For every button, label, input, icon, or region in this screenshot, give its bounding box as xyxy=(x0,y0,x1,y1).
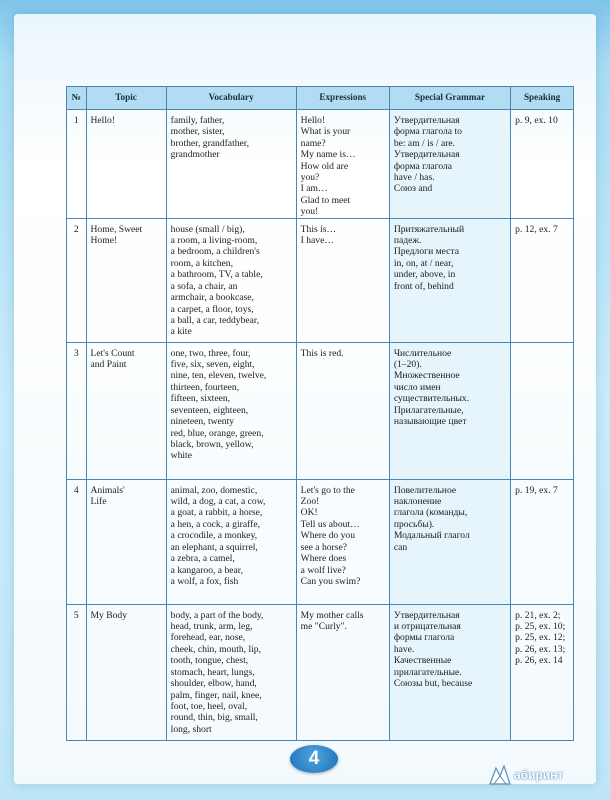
cell-vocabulary-line: grandmother xyxy=(170,149,220,161)
cell-vocabulary-line: a wolf, a fox, fish xyxy=(170,575,239,587)
cell-vocabulary-line: animal, zoo, domestic, xyxy=(170,484,258,496)
cell-vocabulary-line: mother, sister, xyxy=(170,126,225,138)
cell-vocabulary xyxy=(166,479,296,604)
cell-vocabulary-line: body, a part of the body, xyxy=(170,609,264,621)
cell-vocabulary-line: wild, a dog, a cat, a cow, xyxy=(170,496,266,508)
cell-special-grammar-line: in, on, at / near, xyxy=(393,257,454,269)
cell-special-grammar-line: формы глагола xyxy=(393,632,455,644)
cell-special-grammar-line: просьбы). xyxy=(393,518,435,530)
cell-special-grammar-line: Притяжательный xyxy=(393,223,465,235)
cell-expressions-line: My name is… xyxy=(300,149,356,161)
cell-special-grammar-line: форма глагола to xyxy=(393,126,462,138)
cell-special-grammar-line: Союз and xyxy=(393,183,433,195)
cell-expressions-line: I have… xyxy=(300,235,334,247)
cell-topic: Animals' Life xyxy=(86,479,166,604)
cell-special-grammar-line: называющие цвет xyxy=(393,416,467,428)
cell-vocabulary-line: one, two, three, four, xyxy=(170,347,251,359)
cell-vocabulary-line: family, father, xyxy=(170,115,225,126)
cell-special-grammar-line: Утвердительная xyxy=(393,609,460,621)
cell-speaking xyxy=(511,342,574,479)
cell-speaking-line: p. 19, ex. 7 xyxy=(515,484,558,496)
header-vocabulary: Vocabulary xyxy=(166,87,296,110)
cell-speaking-line: p. 26, ex. 14 xyxy=(515,655,563,667)
cell-expressions-line: name? xyxy=(300,137,326,149)
cell-vocabulary-line: a goat, a rabbit, a horse, xyxy=(170,507,263,519)
cell-expressions xyxy=(296,604,389,740)
cell-vocabulary-line: house (small / big), xyxy=(170,223,245,235)
cell-expressions-line: Let's go to the xyxy=(300,484,355,496)
cell-topic: Let's Count and Paint xyxy=(86,342,166,479)
cell-special-grammar-line: under, above, in xyxy=(393,269,456,281)
cell-special-grammar-line: Множественное xyxy=(393,370,460,382)
header-number: № xyxy=(67,87,87,110)
cell-vocabulary-line: head, trunk, arm, leg, xyxy=(170,621,253,633)
cell-special-grammar-line: be: am / is / are. xyxy=(393,137,456,149)
cell-vocabulary-line: a sofa, a chair, an xyxy=(170,280,238,292)
cell-expressions-line: a wolf live? xyxy=(300,564,346,576)
cell-speaking-line: p. 25, ex. 12; xyxy=(515,632,566,644)
cell-vocabulary-line: foot, toe, heel, oval, xyxy=(170,700,248,712)
cell-special-grammar-line: front of, behind xyxy=(393,280,454,292)
cell-special-grammar-line: число имен xyxy=(393,381,441,393)
cell-special-grammar-line: падеж. xyxy=(393,235,422,247)
cell-vocabulary-line: a bedroom, a children's xyxy=(170,246,260,258)
cell-vocabulary-line: a crocodile, a monkey, xyxy=(170,530,258,542)
cell-vocabulary-line: seventeen, eighteen, xyxy=(170,404,249,416)
cell-special-grammar xyxy=(389,218,510,342)
cell-topic: Hello! xyxy=(86,110,166,219)
cell-vocabulary-line: five, six, seven, eight, xyxy=(170,359,255,371)
cell-vocabulary-line: round, thin, big, small, xyxy=(170,712,258,724)
table-header-row xyxy=(67,87,574,110)
cell-expressions-line: How old are xyxy=(300,160,349,172)
cell-vocabulary-line: black, brown, yellow, xyxy=(170,438,254,450)
cell-vocabulary-line: red, blue, orange, green, xyxy=(170,427,264,439)
cell-number: 2 xyxy=(67,218,87,342)
cell-vocabulary-line: an elephant, a squirrel, xyxy=(170,541,258,553)
cell-vocabulary xyxy=(166,342,296,479)
cell-vocabulary-line: room, a kitchen, xyxy=(170,257,233,269)
cell-special-grammar xyxy=(389,110,510,219)
cell-vocabulary-line: tooth, tongue, chest, xyxy=(170,655,249,667)
cell-vocabulary-line: a bathroom, TV, a table, xyxy=(170,269,263,281)
cell-vocabulary-line: nineteen, twenty xyxy=(170,416,235,428)
header-speaking: Speaking xyxy=(511,87,574,110)
cell-number: 3 xyxy=(67,342,87,479)
cell-expressions xyxy=(296,342,389,479)
cell-topic: My Body xyxy=(86,604,166,740)
cell-speaking-line: p. 21, ex. 2; xyxy=(515,609,561,621)
cell-special-grammar-line: (1–20). xyxy=(393,359,422,371)
cell-vocabulary-line: nine, ten, eleven, twelve, xyxy=(170,370,267,382)
cell-vocabulary-line: a kangaroo, a bear, xyxy=(170,564,243,576)
cell-expressions-line: Tell us about… xyxy=(300,518,360,530)
table-row xyxy=(67,479,574,604)
cell-vocabulary-line: palm, finger, nail, knee, xyxy=(170,689,262,701)
cell-expressions xyxy=(296,110,389,219)
cell-vocabulary-line: a kite xyxy=(170,326,192,338)
cell-special-grammar-line: Союзы but, because xyxy=(393,678,473,690)
header-expressions: Expressions xyxy=(296,87,389,110)
labirint-watermark xyxy=(488,764,563,786)
page-number-badge xyxy=(290,745,338,773)
page-number: 4 xyxy=(308,748,320,769)
cell-speaking-line: p. 9, ex. 10 xyxy=(515,115,558,126)
cell-expressions xyxy=(296,218,389,342)
cell-expressions xyxy=(296,479,389,604)
cell-special-grammar-line: прилагательные. xyxy=(393,666,462,678)
cell-special-grammar-line: Утвердительная xyxy=(393,149,460,161)
cell-speaking-line: p. 26, ex. 13; xyxy=(515,643,566,655)
table-body xyxy=(67,110,574,741)
cell-special-grammar-line: форма глагола xyxy=(393,160,453,172)
cell-vocabulary-line: a hen, a cock, a giraffe, xyxy=(170,518,260,530)
cell-expressions-line: Where does xyxy=(300,553,347,565)
cell-speaking xyxy=(511,604,574,740)
table-row xyxy=(67,218,574,342)
cell-vocabulary-line: a carpet, a floor, toys, xyxy=(170,303,254,315)
cell-special-grammar-line: have. xyxy=(393,643,415,655)
cell-vocabulary xyxy=(166,110,296,219)
cell-special-grammar xyxy=(389,604,510,740)
cell-special-grammar-line: Повелительное xyxy=(393,484,457,496)
cell-expressions-line: OK! xyxy=(300,507,318,519)
cell-special-grammar-line: have / has. xyxy=(393,172,435,184)
cell-vocabulary-line: white xyxy=(170,450,192,462)
cell-vocabulary-line: brother, grandfather, xyxy=(170,137,249,149)
cell-special-grammar-line: глагола (команды, xyxy=(393,507,468,519)
cell-vocabulary-line: stomach, heart, lungs, xyxy=(170,666,255,678)
cell-expressions-line: see a horse? xyxy=(300,541,347,553)
cell-vocabulary-line: thirteen, fourteen, xyxy=(170,381,240,393)
cell-expressions-line: Glad to meet xyxy=(300,194,351,206)
cell-speaking-line: p. 25, ex. 10; xyxy=(515,621,566,633)
cell-vocabulary-line: armchair, a bookcase, xyxy=(170,292,254,304)
cell-vocabulary-line: long, short xyxy=(170,723,212,735)
cell-number: 4 xyxy=(67,479,87,604)
cell-special-grammar-line: Числительное xyxy=(393,347,452,359)
cell-speaking xyxy=(511,218,574,342)
cell-vocabulary xyxy=(166,218,296,342)
cell-special-grammar-line: существительных. xyxy=(393,393,470,405)
cell-vocabulary xyxy=(166,604,296,740)
cell-expressions-line: This is red. xyxy=(300,347,344,359)
header-topic: Topic xyxy=(86,87,166,110)
table-row xyxy=(67,342,574,479)
cell-vocabulary-line: fifteen, sixteen, xyxy=(170,393,231,405)
table-row xyxy=(67,110,574,219)
cell-special-grammar-line: can xyxy=(393,541,408,553)
cell-expressions-line: What is your xyxy=(300,126,351,138)
cell-special-grammar xyxy=(389,479,510,604)
labirint-logo-icon xyxy=(488,764,512,786)
cell-expressions-line: I am… xyxy=(300,183,328,195)
cell-special-grammar-line: наклонение xyxy=(393,496,442,508)
cell-expressions-line: you! xyxy=(300,206,319,218)
table-row xyxy=(67,604,574,740)
cell-expressions-line: Where do you xyxy=(300,530,356,542)
cell-expressions-line: me "Curly". xyxy=(300,621,347,633)
cell-special-grammar-line: Предлоги места xyxy=(393,246,459,258)
cell-expressions-line: you? xyxy=(300,172,320,184)
watermark-text: абиринт xyxy=(514,768,564,782)
cell-special-grammar xyxy=(389,342,510,479)
cell-expressions-line: Zoo! xyxy=(300,496,320,508)
header-special-grammar: Special Grammar xyxy=(389,87,510,110)
cell-topic: Home, Sweet Home! xyxy=(86,218,166,342)
cell-special-grammar-line: и отрицательная xyxy=(393,621,461,633)
cell-expressions-line: This is… xyxy=(300,223,337,235)
cell-expressions-line: Hello! xyxy=(300,115,326,126)
cell-number: 1 xyxy=(67,110,87,219)
cell-vocabulary-line: shoulder, elbow, hand, xyxy=(170,678,257,690)
cell-vocabulary-line: a ball, a car, teddybear, xyxy=(170,314,260,326)
cell-vocabulary-line: a room, a living-room, xyxy=(170,235,258,247)
cell-number: 5 xyxy=(67,604,87,740)
cell-expressions-line: Can you swim? xyxy=(300,575,361,587)
cell-special-grammar-line: Прилагательные, xyxy=(393,404,464,416)
cell-special-grammar-line: Модальный глагол xyxy=(393,530,470,542)
cell-vocabulary-line: a zebra, a camel, xyxy=(170,553,235,565)
cell-special-grammar-line: Утвердительная xyxy=(393,115,460,126)
cell-special-grammar-line: Качественные xyxy=(393,655,452,667)
cell-speaking-line: p. 12, ex. 7 xyxy=(515,223,558,235)
cell-expressions-line: My mother calls xyxy=(300,609,364,621)
cell-speaking xyxy=(511,110,574,219)
cell-speaking xyxy=(511,479,574,604)
cell-vocabulary-line: cheek, chin, mouth, lip, xyxy=(170,643,261,655)
cell-vocabulary-line: forehead, ear, nose, xyxy=(170,632,246,644)
curriculum-table xyxy=(66,86,574,741)
